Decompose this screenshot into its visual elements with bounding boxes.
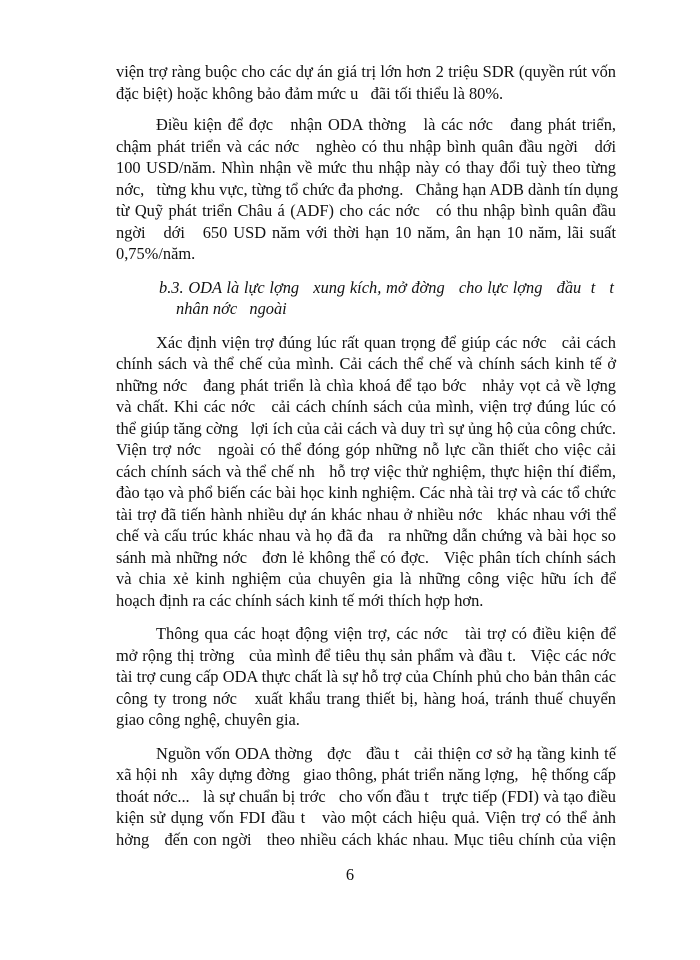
text-line: Điều kiện để đợc nhận ODA thờng là các nớc đang phát triển, <box>156 115 616 134</box>
text-line: 100 USD/năm. Nhìn nhận về mức thu nhập này có thay đổi tuỳ theo từng <box>116 158 616 177</box>
text-line: đào tạo và phổ biến các bài học kinh nghiệm. Các nhà tài trợ và các tổ chức <box>116 483 616 502</box>
text-line: viện trợ ràng buộc cho các dự án giá trị lớn hơn 2 triệu SDR (quyền rút vốn <box>116 62 616 81</box>
text-line: chế và cấu trúc khác nhau và họ đã đa ra những dẫn chứng và bài học so <box>116 526 616 545</box>
text-line: kiện sử dụng vốn FDI đầu t vào một cách hiệu quả. Viện trợ có thể ảnh <box>116 808 616 827</box>
page-number: 6 <box>345 865 355 884</box>
text-line: xã hội nh xây dựng đờng giao thông, phát triển năng lợng, hệ thống cấp <box>116 765 616 784</box>
heading-line: b.3. ODA là lực lợng xung kích, mở đờng cho lực lợng đầu t t <box>159 278 614 297</box>
heading-line: nhân nớc ngoài <box>176 299 287 318</box>
text-line: hoạch định ra các chính sách kinh tế mới thích hợp hơn. <box>116 591 484 610</box>
text-line: chậm phát triển và các nớc nghèo có thu nhập bình quân đầu ngời dới <box>116 137 616 156</box>
text-line: Nguồn vốn ODA thờng đợc đầu t cải thiện cơ sở hạ tầng kinh tế <box>156 744 616 763</box>
text-line: những nớc đang phát triển là chìa khoá để tạo bớc nhảy vọt cả về lợng <box>116 376 616 395</box>
text-line: tài trợ cung cấp ODA thực chất là sự hỗ trợ của Chính phủ cho bản thân các <box>116 667 616 686</box>
text-line: đặc biệt) hoặc không bảo đảm mức u đãi tối thiểu là 80%. <box>116 84 504 103</box>
text-line: sánh mà những nớc đơn lẻ không thể có đợc. Việc phân tích chính sách <box>116 548 616 567</box>
text-line: giao công nghệ, chuyên gia. <box>116 710 300 729</box>
text-line: ngời dới 650 USD năm với thời hạn 10 năm, ân hạn 10 năm, lãi suất <box>116 223 616 242</box>
text-line: 0,75%/năm. <box>116 244 196 263</box>
text-line: và chia xẻ kinh nghiệm của chuyên gia là những công việc hữu ích để <box>116 569 616 588</box>
text-line: tài trợ đã tiến hành nhiều dự án khác nhau ở nhiều nớc khác nhau với thể <box>116 505 616 524</box>
text-line: thoát nớc... là sự chuẩn bị trớc cho vốn đầu t trực tiếp (FDI) và tạo điều <box>116 787 616 806</box>
text-line: chính sách và thể chế của mình. Cải cách thể chế và chính sách kinh tế ở <box>116 354 616 373</box>
text-line: Xác định viện trợ đúng lúc rất quan trọng để giúp các nớc cải cách <box>156 333 616 352</box>
text-line: Viện trợ nớc ngoài có thể đóng góp những nỗ lực cần thiết cho việc cải <box>116 440 616 459</box>
text-line: thể giúp tăng cờng lợi ích của cải cách và duy trì sự ủng hộ của công chức. <box>116 419 616 438</box>
text-line: công ty trong nớc xuất khẩu trang thiết bị, hàng hoá, tránh thuế chuyển <box>116 689 616 708</box>
text-line: Thông qua các hoạt động viện trợ, các nớc tài trợ có điều kiện để <box>156 624 616 643</box>
text-line: từ Quỹ phát triển Châu á (ADF) cho các nớc có thu nhập bình quân đầu <box>116 201 616 220</box>
text-line: và chất. Khi các nớc cải cách chính sách của mình, viện trợ đúng lúc có <box>116 397 616 416</box>
text-line: cách chính sách và thể chế nh hỗ trợ việc thử nghiệm, thực hiện thí điểm, <box>116 462 616 481</box>
text-line: nớc, từng khu vực, từng tổ chức đa phơng. Chẳng hạn ADB dành tín dụng <box>116 180 619 199</box>
text-line: mở rộng thị trờng của mình để tiêu thụ sản phẩm và đầu t. Việc các nớc <box>116 646 616 665</box>
text-line: hởng đến con ngời theo nhiều cách khác nhau. Mục tiêu chính của viện <box>116 830 616 849</box>
